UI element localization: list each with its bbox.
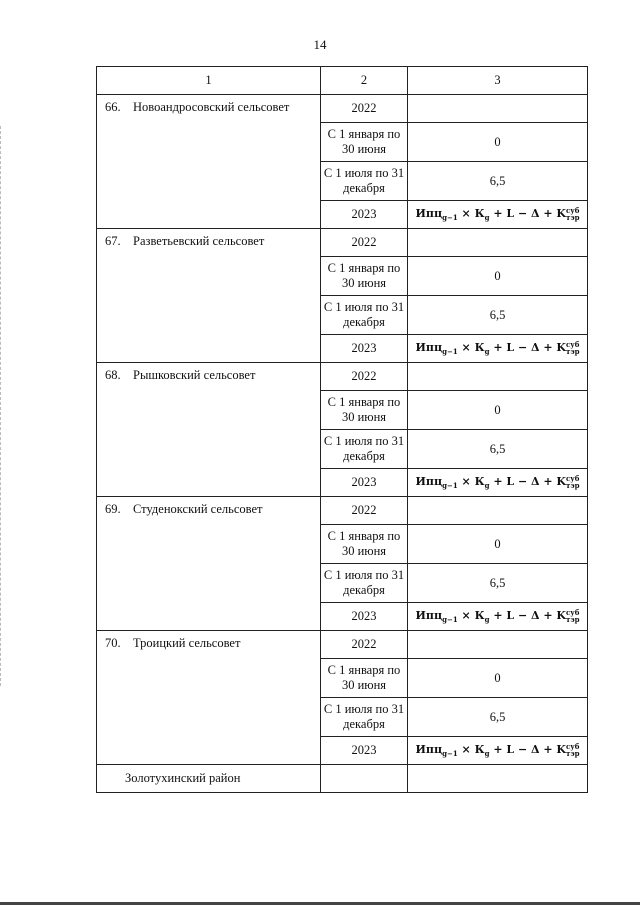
municipality-cell: [97, 631, 321, 765]
period-cell: С 1 января по 30 июня: [321, 659, 408, 698]
year-cell: 2023: [321, 469, 408, 497]
formula-k-sup: суб: [565, 608, 580, 618]
row-number: 68.: [105, 368, 121, 382]
tariff-formula: [415, 340, 580, 357]
formula-base: Ипц: [415, 609, 443, 623]
formula-k-sup: суб: [565, 340, 580, 350]
value-cell: 6,5: [408, 564, 588, 603]
formula-cell: [408, 603, 588, 631]
municipality-cell: [97, 363, 321, 497]
period-cell: С 1 июля по 31 декабря: [321, 698, 408, 737]
formula-base: Ипц: [415, 341, 443, 355]
row-number: 66.: [105, 100, 121, 114]
formula-times: × К: [457, 743, 485, 757]
formula-times: × К: [457, 475, 485, 489]
year-cell: 2022: [321, 497, 408, 525]
formula-k-sub2: тэр: [565, 213, 580, 223]
formula-cell: [408, 737, 588, 765]
year-cell: 2022: [321, 95, 408, 123]
table-row: [97, 497, 588, 525]
header-col-2: 2: [321, 67, 408, 95]
year-cell: 2023: [321, 335, 408, 363]
district-empty-cell: [408, 765, 588, 793]
formula-base-sub: g−1: [442, 213, 458, 223]
value-cell: 6,5: [408, 698, 588, 737]
period-cell: С 1 января по 30 июня: [321, 525, 408, 564]
municipality-cell: [97, 229, 321, 363]
formula-rest: + L − Δ + K: [489, 341, 566, 355]
year-cell: 2023: [321, 603, 408, 631]
value-cell: 6,5: [408, 162, 588, 201]
formula-rest: + L − Δ + K: [489, 609, 566, 623]
value-cell: 6,5: [408, 430, 588, 469]
formula-k-sub2: тэр: [565, 347, 580, 357]
period-cell: С 1 января по 30 июня: [321, 257, 408, 296]
period-cell: С 1 июля по 31 декабря: [321, 564, 408, 603]
formula-k-sub: g: [484, 481, 490, 491]
district-empty-cell: [321, 765, 408, 793]
formula-k-sup: суб: [565, 206, 580, 216]
tariff-formula: [415, 608, 580, 625]
formula-k-sup: суб: [565, 742, 580, 752]
year-cell: 2022: [321, 363, 408, 391]
formula-base: Ипц: [415, 475, 443, 489]
tariff-formula: [415, 206, 580, 223]
table-row: [97, 229, 588, 257]
tariff-formula: [415, 742, 580, 759]
formula-k-sub: g: [484, 347, 490, 357]
value-cell-empty: [408, 95, 588, 123]
formula-base: Ипц: [415, 207, 443, 221]
formula-times: × К: [457, 609, 485, 623]
formula-rest: + L − Δ + K: [489, 743, 566, 757]
district-name: Золотухинский район: [97, 765, 321, 793]
year-cell: 2023: [321, 201, 408, 229]
year-cell: 2022: [321, 631, 408, 659]
formula-k-sub: g: [484, 615, 490, 625]
formula-times: × К: [457, 207, 485, 221]
formula-times: × К: [457, 341, 485, 355]
formula-base-sub: g−1: [442, 615, 458, 625]
formula-base-sub: g−1: [442, 347, 458, 357]
municipality-cell: [97, 95, 321, 229]
year-cell: 2022: [321, 229, 408, 257]
formula-k-sub2: тэр: [565, 615, 580, 625]
district-row: [97, 765, 588, 793]
formula-k-sub2: тэр: [565, 481, 580, 491]
municipality-cell: [97, 497, 321, 631]
table-row: [97, 631, 588, 659]
tariff-formula: [415, 474, 580, 491]
period-cell: С 1 июля по 31 декабря: [321, 162, 408, 201]
formula-k-sub: g: [484, 213, 490, 223]
value-cell-empty: [408, 497, 588, 525]
formula-rest: + L − Δ + K: [489, 207, 566, 221]
table-row: [97, 95, 588, 123]
period-cell: С 1 июля по 31 декабря: [321, 296, 408, 335]
formula-k-sup: суб: [565, 474, 580, 484]
formula-cell: [408, 469, 588, 497]
value-cell: 6,5: [408, 296, 588, 335]
municipality-name: Студенокский сельсовет: [133, 502, 263, 516]
row-number: 70.: [105, 636, 121, 650]
municipality-name: Новоандросовский сельсовет: [133, 100, 290, 114]
row-number: 69.: [105, 502, 121, 516]
header-col-3: 3: [408, 67, 588, 95]
formula-rest: + L − Δ + K: [489, 475, 566, 489]
table-row: [97, 363, 588, 391]
municipality-name: Рышковский сельсовет: [133, 368, 256, 382]
municipality-name: Троицкий сельсовет: [133, 636, 241, 650]
formula-k-sub2: тэр: [565, 749, 580, 759]
page-number: 14: [313, 37, 327, 52]
formula-cell: [408, 201, 588, 229]
header-col-1: 1: [97, 67, 321, 95]
period-cell: С 1 января по 30 июня: [321, 123, 408, 162]
tariff-table: [96, 66, 588, 793]
municipality-name: Разветьевский сельсовет: [133, 234, 265, 248]
period-cell: С 1 января по 30 июня: [321, 391, 408, 430]
formula-base-sub: g−1: [442, 749, 458, 759]
year-cell: 2023: [321, 737, 408, 765]
formula-k-sub: g: [484, 749, 490, 759]
value-cell: 0: [408, 257, 588, 296]
formula-base: Ипц: [415, 743, 443, 757]
value-cell: 0: [408, 525, 588, 564]
formula-base-sub: g−1: [442, 481, 458, 491]
value-cell-empty: [408, 631, 588, 659]
value-cell-empty: [408, 363, 588, 391]
value-cell: 0: [408, 123, 588, 162]
value-cell-empty: [408, 229, 588, 257]
value-cell: 0: [408, 659, 588, 698]
value-cell: 0: [408, 391, 588, 430]
period-cell: С 1 июля по 31 декабря: [321, 430, 408, 469]
scan-margin-mark: [0, 126, 3, 686]
table-header-row: [97, 67, 588, 95]
formula-cell: [408, 335, 588, 363]
row-number: 67.: [105, 234, 121, 248]
